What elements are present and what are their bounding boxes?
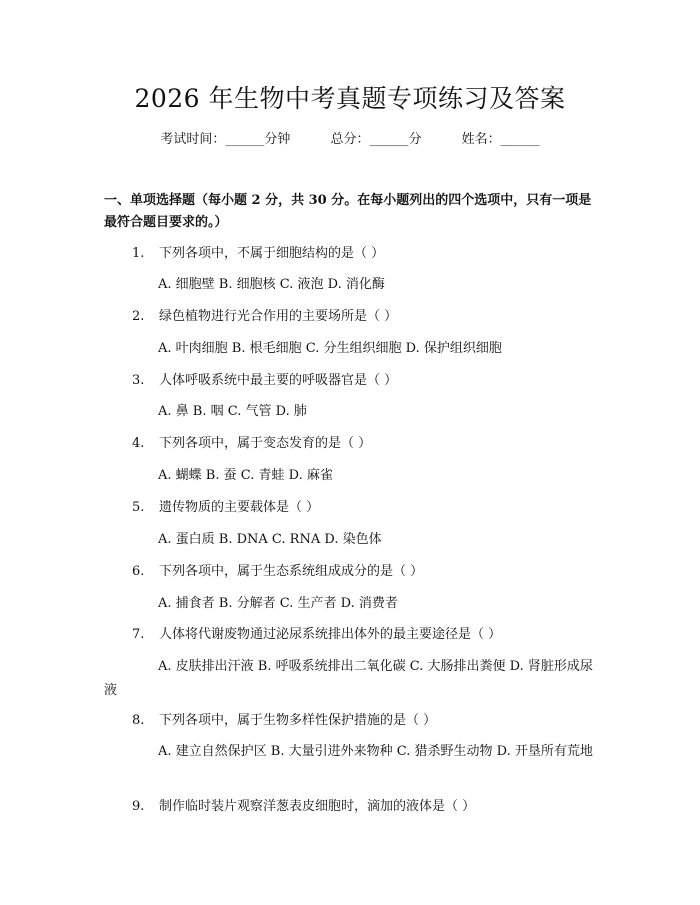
question-text: 下列各项中，不属于细胞结构的是（ ） (159, 246, 385, 261)
question-options: A. 蝴蝶 B. 蚕 C. 青蛙 D. 麻雀 (158, 468, 333, 483)
question-number: 3. (132, 373, 145, 388)
question-text: 下列各项中，属于变态发育的是（ ） (159, 436, 372, 451)
page-title: 2026 年生物中考真题专项练习及答案 (134, 84, 566, 113)
question-number: 1. (132, 246, 145, 261)
question-text: 遗传物质的主要载体是（ ） (159, 500, 320, 515)
question-options: A. 细胞壁 B. 细胞核 C. 液泡 D. 消化酶 (158, 277, 385, 292)
question-stem (132, 561, 602, 583)
question-options: A. 皮肤排出汗液 B. 呼吸系统排出二氧化碳 C. 大肠排出粪便 D. 肾脏形成尿液 (104, 659, 593, 698)
exam-time: 考试时间：______分钟 (160, 132, 291, 147)
question-number: 2. (132, 309, 145, 324)
exam-score: 总分：______分 (330, 132, 422, 147)
question-stem (132, 796, 602, 818)
question-number: 6. (132, 564, 145, 579)
question-stem (132, 624, 602, 646)
question-number: 7. (132, 627, 145, 642)
exam-meta (0, 130, 700, 150)
question-text: 绿色植物进行光合作用的主要场所是（ ） (159, 309, 398, 324)
question-options: A. 鼻 B. 咽 C. 气管 D. 肺 (158, 404, 307, 419)
question-number: 4. (132, 436, 145, 451)
question-stem (132, 306, 602, 328)
question-text: 人体将代谢废物通过泌尿系统排出体外的最主要途径是（ ） (159, 627, 502, 642)
question-stem (132, 497, 602, 519)
question-text: 人体呼吸系统中最主要的呼吸器官是（ ） (159, 373, 398, 388)
question-number: 9. (132, 799, 145, 814)
question-text: 制作临时装片观察洋葱表皮细胞时，滴加的液体是（ ） (159, 799, 476, 814)
question-stem (132, 370, 602, 392)
question-options: A. 蛋白质 B. DNA C. RNA D. 染色体 (158, 532, 382, 547)
section-heading: 一、单项选择题（每小题 2 分，共 30 分。在每小题列出的四个选项中，只有一项是最符合题目要求的。） (104, 193, 592, 230)
question-text: 下列各项中，属于生态系统组成成分的是（ ） (159, 564, 424, 579)
question-number: 5. (132, 500, 145, 515)
exam-name: 姓名：______ (461, 132, 540, 147)
question-options: A. 建立自然保护区 B. 大量引进外来物种 C. 猎杀野生动物 D. 开垦所有荒地 (158, 744, 593, 759)
question-options: A. 捕食者 B. 分解者 C. 生产者 D. 消费者 (158, 596, 398, 611)
question-number: 8. (132, 713, 145, 728)
question-options: A. 叶肉细胞 B. 根毛细胞 C. 分生组织细胞 D. 保护组织细胞 (158, 341, 502, 356)
question-stem (132, 243, 602, 265)
question-stem (132, 710, 602, 732)
question-text: 下列各项中，属于生物多样性保护措施的是（ ） (159, 713, 437, 728)
question-stem (132, 433, 602, 455)
